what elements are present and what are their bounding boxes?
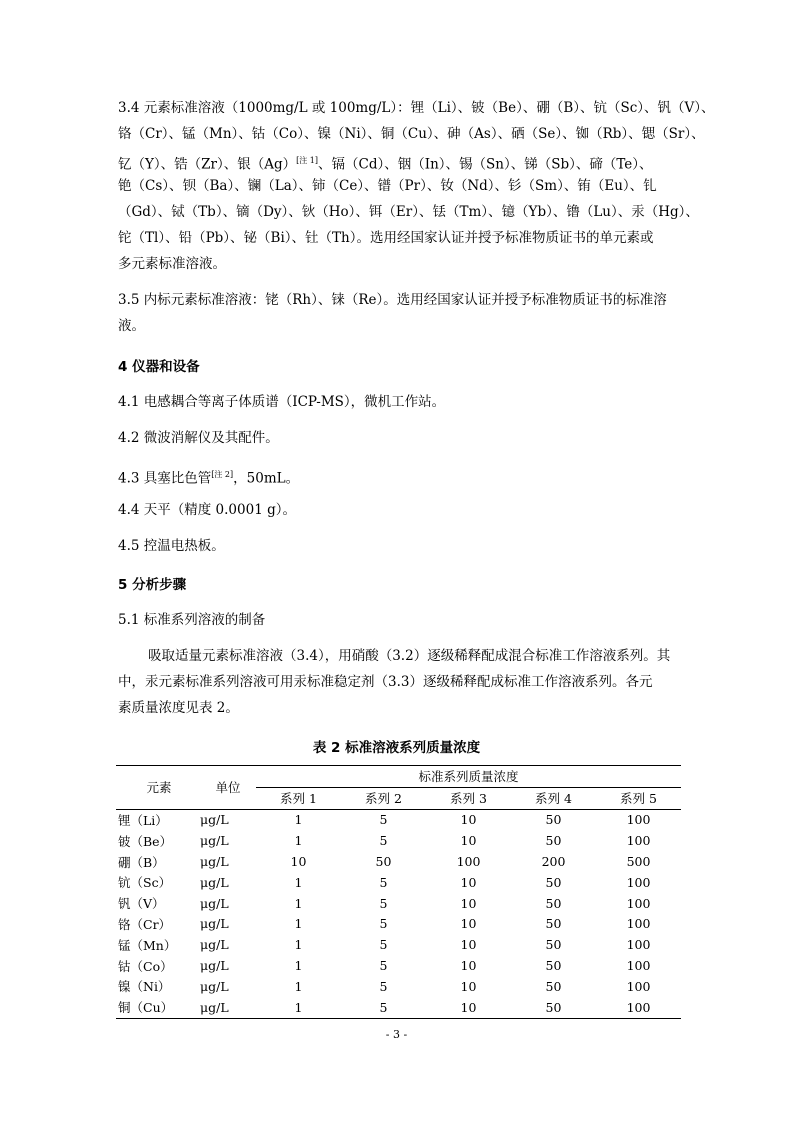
table-caption: 表 2 标准溶液系列质量浓度 (312, 740, 481, 756)
cell-unit: μg/L (200, 997, 256, 1018)
section-3-4-line-7: 多元素标准溶液。 (118, 256, 226, 272)
cell-value: 200 (541, 854, 566, 870)
cell-element: 钪（Sc） (118, 875, 172, 891)
section-3-5-line-2: 液。 (118, 318, 145, 334)
cell-value: 1 (294, 916, 303, 932)
cell-value: 50 (545, 833, 562, 849)
header-series-3: 系列 3 (426, 787, 511, 809)
header-unit: 单位 (200, 766, 256, 810)
cell-element: 铍（Be） (118, 833, 173, 849)
cell-value: 10 (290, 854, 307, 870)
heading-4: 4 仪器和设备 (118, 359, 200, 375)
cell-value: 50 (545, 812, 562, 828)
cell-value: 1 (294, 958, 303, 974)
cell-value: 5 (379, 916, 388, 932)
cell-value: 100 (626, 916, 651, 932)
cell-value: 10 (460, 895, 477, 911)
footnote-ref-1[interactable]: [注 1] (296, 156, 319, 165)
para-5-1-line-1: 吸取适量元素标准溶液（3.4），用硝酸（3.2）逐级稀释配成混合标准工作溶液系列。其 (148, 648, 671, 664)
cell-value: 50 (545, 937, 562, 953)
cell-value: 1 (294, 812, 303, 828)
cell-value: 50 (375, 854, 392, 870)
cell-value: 50 (545, 978, 562, 994)
table-row (116, 914, 681, 935)
header-series-group: 标准系列质量浓度 (256, 766, 681, 788)
cell-value: 10 (460, 937, 477, 953)
header-series-2: 系列 2 (341, 787, 426, 809)
table-row (116, 997, 681, 1018)
cell-value: 10 (460, 916, 477, 932)
cell-value: 500 (626, 854, 651, 870)
cell-unit: μg/L (200, 833, 229, 849)
cell-value: 1 (256, 997, 341, 1018)
section-3-4-line-4: 铯（Cs）、钡（Ba）、镧（La）、铈（Ce）、镨（Pr）、钕（Nd）、钐（Sm）、铕（Eu）、钆 (118, 178, 657, 194)
cell-value: 100 (626, 937, 651, 953)
cell-element: 锂（Li） (118, 812, 168, 828)
cell-value: 5 (379, 895, 388, 911)
table-row (116, 872, 681, 893)
item-4-5: 4.5 控温电热板。 (118, 538, 225, 554)
cell-unit: μg/L (200, 958, 229, 974)
item-4-3b: ，50mL。 (233, 470, 300, 487)
cell-value: 100 (626, 958, 651, 974)
footnote-ref-2[interactable]: [注 2] (211, 470, 234, 479)
cell-unit: μg/L (200, 978, 229, 994)
cell-element: 铬（Cr） (118, 916, 172, 932)
cell-value: 5 (341, 997, 426, 1018)
cell-element: 钴（Co） (118, 958, 173, 974)
section-3-4-line-5: （Gd）、铽（Tb）、镝（Dy）、钬（Ho）、铒（Er）、铥（Tm）、镱（Yb）、镥（Lu）、汞（Hg）、 (118, 204, 699, 220)
cell-value: 1 (294, 978, 303, 994)
header-series-5: 系列 5 (596, 787, 681, 809)
header-series-4: 系列 4 (511, 787, 596, 809)
cell-unit: μg/L (200, 916, 229, 932)
cell-element: 硼（B） (118, 854, 165, 870)
header-series-1: 系列 1 (256, 787, 341, 809)
item-4-2: 4.2 微波消解仪及其配件。 (118, 430, 279, 446)
cell-value: 50 (545, 895, 562, 911)
cell-element: 镍（Ni） (118, 979, 171, 995)
cell-value: 100 (596, 997, 681, 1018)
cell-value: 1 (294, 874, 303, 890)
cell-element: 锰（Mn） (118, 937, 177, 953)
section-3-4-line-3 (118, 150, 653, 176)
table-row (116, 976, 681, 997)
cell-value: 100 (626, 833, 651, 849)
cell-value: 1 (294, 833, 303, 849)
cell-value: 50 (545, 958, 562, 974)
table-row (116, 893, 681, 914)
cell-value: 100 (626, 895, 651, 911)
item-4-3a: 4.3 具塞比色管 (118, 470, 212, 487)
cell-unit: μg/L (200, 874, 229, 890)
cell-value: 10 (460, 812, 477, 828)
section-3-4-line-3b: 、镉（Cd）、铟（In）、锡（Sn）、锑（Sb）、碲（Te）、 (318, 156, 653, 173)
heading-5: 5 分析步骤 (118, 577, 187, 593)
cell-value: 10 (460, 874, 477, 890)
cell-element: 钒（V） (118, 896, 165, 912)
cell-value: 50 (545, 916, 562, 932)
section-3-4-line-3a: 钇（Y）、锆（Zr）、银（Ag） (118, 156, 297, 173)
cell-value: 10 (460, 978, 477, 994)
cell-value: 10 (460, 958, 477, 974)
cell-value: 10 (426, 997, 511, 1018)
cell-value: 100 (626, 978, 651, 994)
cell-value: 5 (379, 874, 388, 890)
standard-series-table (116, 765, 681, 1019)
page-number: - 3 - (385, 1028, 408, 1041)
cell-value: 5 (379, 958, 388, 974)
cell-unit: μg/L (200, 895, 229, 911)
cell-unit: μg/L (200, 812, 229, 828)
section-3-4-line-1: 3.4 元素标准溶液（1000mg/L 或 100mg/L）：锂（Li）、铍（Be）、硼（B）、钪（Sc）、钒（V）、 (118, 100, 715, 116)
item-4-4: 4.4 天平（精度 0.0001 g）。 (118, 502, 296, 518)
item-4-3 (118, 464, 299, 490)
item-5-1: 5.1 标准系列溶液的制备 (118, 612, 266, 628)
cell-value: 10 (460, 833, 477, 849)
cell-value: 100 (626, 874, 651, 890)
cell-unit: μg/L (200, 854, 229, 870)
cell-value: 1 (294, 895, 303, 911)
table-row (116, 851, 681, 872)
para-5-1-line-3: 素质量浓度见表 2。 (118, 700, 239, 716)
section-3-4-line-6: 铊（Tl）、铅（Pb）、铋（Bi）、钍（Th）。选用经国家认证并授予标准物质证书的单元素或 (118, 230, 654, 246)
header-element: 元素 (116, 766, 200, 810)
section-3-4-line-2: 铬（Cr）、锰（Mn）、钴（Co）、镍（Ni）、铜（Cu）、砷（As）、硒（Se）、铷（Rb）、锶（Sr）、 (118, 126, 705, 142)
cell-value: 5 (379, 937, 388, 953)
table-row (116, 934, 681, 955)
cell-unit: μg/L (200, 937, 229, 953)
section-3-5-line-1: 3.5 内标元素标准溶液：铑（Rh）、铼（Re）。选用经国家认证并授予标准物质证书的标准溶 (118, 292, 667, 308)
cell-value: 100 (456, 854, 481, 870)
cell-element: 铜（Cu） (116, 997, 200, 1018)
table-row (116, 830, 681, 851)
para-5-1-line-2: 中，汞元素标准系列溶液可用汞标准稳定剂（3.3）逐级稀释配成标准工作溶液系列。各元 (118, 674, 653, 690)
table-row (116, 955, 681, 976)
cell-value: 1 (294, 937, 303, 953)
cell-value: 5 (379, 978, 388, 994)
cell-value: 50 (511, 997, 596, 1018)
table-row (116, 809, 681, 830)
cell-value: 5 (379, 812, 388, 828)
cell-value: 50 (545, 874, 562, 890)
item-4-1: 4.1 电感耦合等离子体质谱（ICP-MS），微机工作站。 (118, 394, 446, 410)
cell-value: 100 (626, 812, 651, 828)
cell-value: 5 (379, 833, 388, 849)
